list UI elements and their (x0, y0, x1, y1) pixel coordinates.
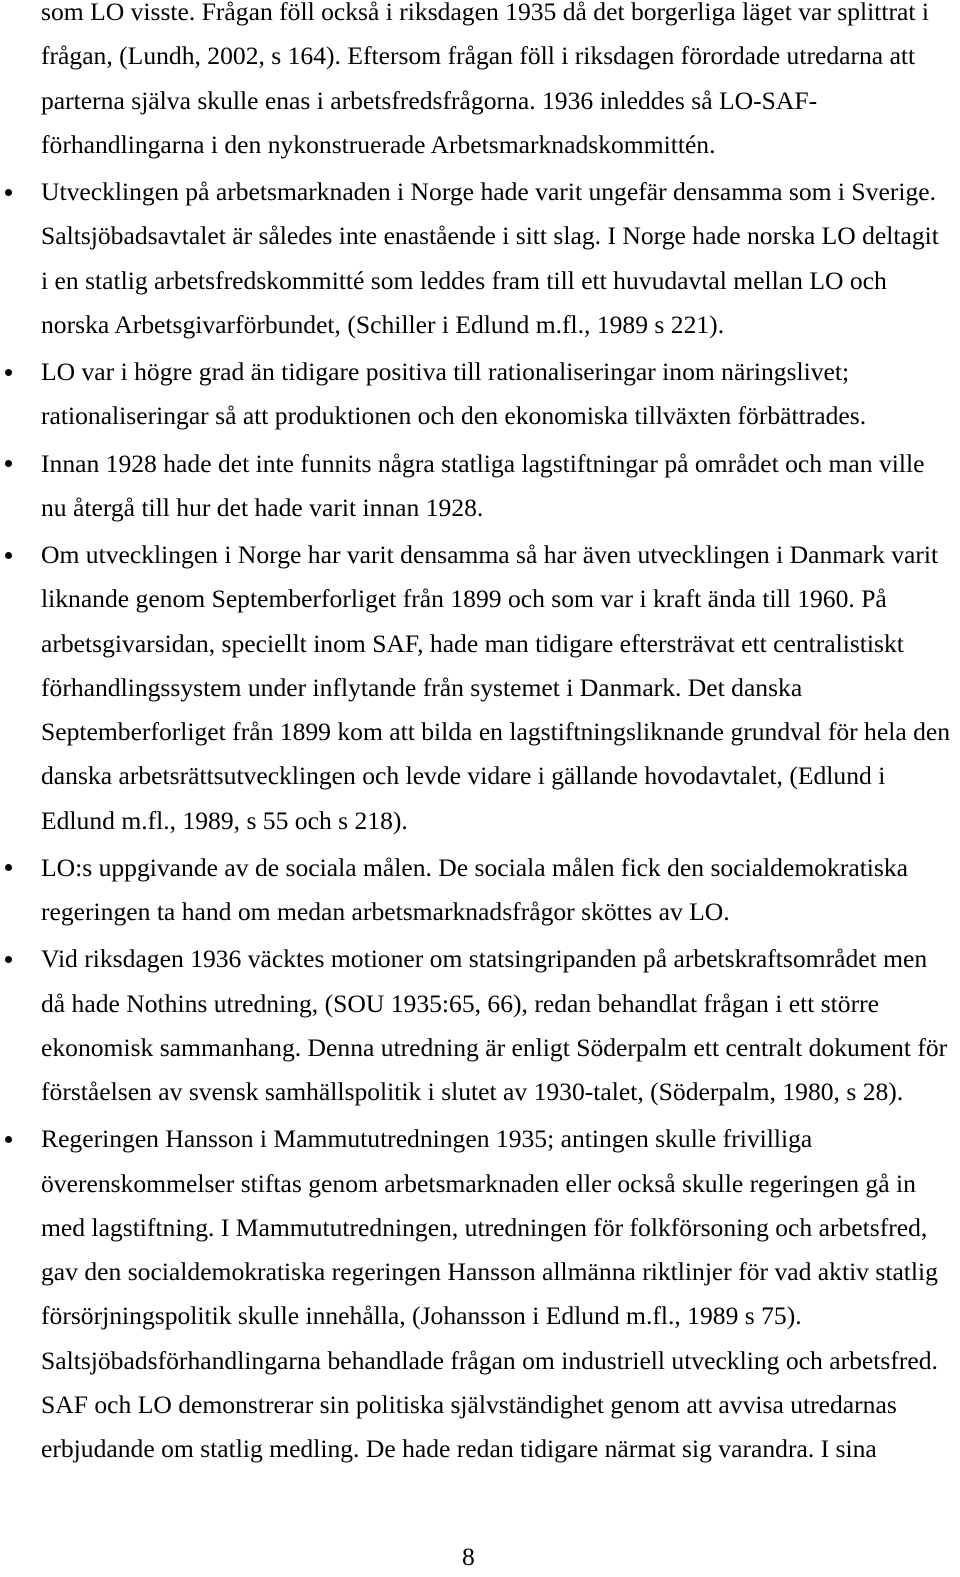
text-line: förståelsen av svensk samhällspolitik i slutet av 1930-talet, (Söderpalm, 1980, s 28). (41, 1077, 904, 1106)
bullet-item (41, 350, 956, 439)
text-line: regeringen ta hand om medan arbetsmarknadsfrågor sköttes av LO. (41, 897, 730, 926)
text-line: frågan, (Lundh, 2002, s 164). Eftersom frågan föll i riksdagen förordade utredarna att (41, 41, 916, 71)
page-number: 8 (462, 1542, 475, 1571)
bullet-item (41, 170, 956, 347)
bullet-icon (5, 369, 12, 376)
text-line: liknande genom Septemberforliget från 1899 och som var i kraft ända till 1960. På (41, 584, 887, 614)
text-line: arbetsgivarsidan, speciellt inom SAF, hade man tidigare eftersträvat ett centralistiskt (41, 628, 904, 658)
text-line: norska Arbetsgivarförbundet, (Schiller i Edlund m.fl., 1989 s 221). (41, 309, 725, 339)
bullet-item (41, 846, 956, 935)
bullet-item (41, 533, 956, 843)
text-line: förhandlingarna i den nykonstruerade Arbetsmarknadskommittén. (41, 129, 716, 159)
text-line: försörjningspolitik skulle innehålla, (Johansson i Edlund m.fl., 1989 s 75). (41, 1301, 802, 1331)
text-line: Edlund m.fl., 1989, s 55 och s 218). (41, 805, 408, 835)
bullet-item (41, 442, 956, 531)
document-body (41, 0, 956, 1471)
text-line: danska arbetsrättsutvecklingen och levde vidare i gällande hovodavtalet, (Edlund i (41, 761, 886, 791)
text-line: i en statlig arbetsfredskommitté som leddes fram till ett huvudavtal mellan LO och (41, 265, 887, 295)
bullet-icon (5, 552, 12, 559)
text-line: rationaliseringar så att produktionen och den ekonomiska tillväxten förbättrades. (41, 401, 867, 431)
text-line: Innan 1928 hade det inte funnits några statliga lagstiftningar på området och man ville (41, 448, 925, 478)
intro-paragraph (41, 0, 956, 167)
text-line: Vid riksdagen 1936 väcktes motioner om statsingripanden på arbetskraftsområdet men (41, 944, 928, 974)
text-line: förhandlingssystem under inflytande från systemet i Danmark. Det danska (41, 672, 803, 702)
text-line: Om utvecklingen i Norge har varit densamma så har även utvecklingen i Danmark varit (41, 540, 939, 569)
text-line: ekonomisk sammanhang. Denna utredning är enligt Söderpalm ett centralt dokument för (41, 1032, 948, 1062)
text-line: erbjudande om statlig medling. De hade redan tidigare närmat sig varandra. I sina (41, 1434, 877, 1463)
bullet-icon (5, 189, 12, 196)
bullet-icon (5, 956, 12, 963)
text-line: Saltsjöbadsförhandlingarna behandlade frågan om industriell utveckling och arbetsfred. (41, 1345, 938, 1375)
text-line: med lagstiftning. I Mammututredningen, utredningen för folkförsoning och arbetsfred, (41, 1212, 928, 1242)
text-line: Septemberforliget från 1899 kom att bilda en lagstiftningsliknande grundval för hela den (41, 717, 951, 746)
bullet-icon (5, 864, 12, 871)
text-line: LO:s uppgivande av de sociala målen. De sociala målen fick den socialdemokratiska (41, 852, 909, 882)
bullet-icon (5, 1136, 12, 1143)
text-line: nu återgå till hur det hade varit innan 1928. (41, 492, 484, 522)
text-line: gav den socialdemokratiska regeringen Hansson allmänna riktlinjer för vad aktiv statlig (41, 1257, 938, 1286)
text-line: Regeringen Hansson i Mammututredningen 1935; antingen skulle frivilliga (41, 1124, 813, 1154)
bullet-item (41, 937, 956, 1114)
text-line: Saltsjöbadsavtalet är således inte enastående i sitt slag. I Norge hade norska LO deltagit (41, 221, 939, 251)
text-line: Utvecklingen på arbetsmarknaden i Norge hade varit ungefär densamma som i Sverige. (41, 177, 937, 206)
bullet-item (41, 1117, 956, 1471)
text-line: som LO visste. Frågan föll också i riksdagen 1935 då det borgerliga läget var splittrat i (41, 0, 929, 26)
bullet-icon (5, 460, 12, 467)
text-line: då hade Nothins utredning, (SOU 1935:65, 66), redan behandlat frågan i ett större (41, 988, 879, 1018)
text-line: LO var i högre grad än tidigare positiva till rationaliseringar inom näringslivet; (41, 357, 850, 386)
text-line: parterna själva skulle enas i arbetsfredsfrågorna. 1936 inleddes så LO-SAF- (41, 85, 818, 115)
text-line: överenskommelser stiftas genom arbetsmarknaden eller också skulle regeringen gå in (41, 1168, 916, 1198)
text-line: SAF och LO demonstrerar sin politiska självständighet genom att avvisa utredarnas (41, 1389, 897, 1419)
